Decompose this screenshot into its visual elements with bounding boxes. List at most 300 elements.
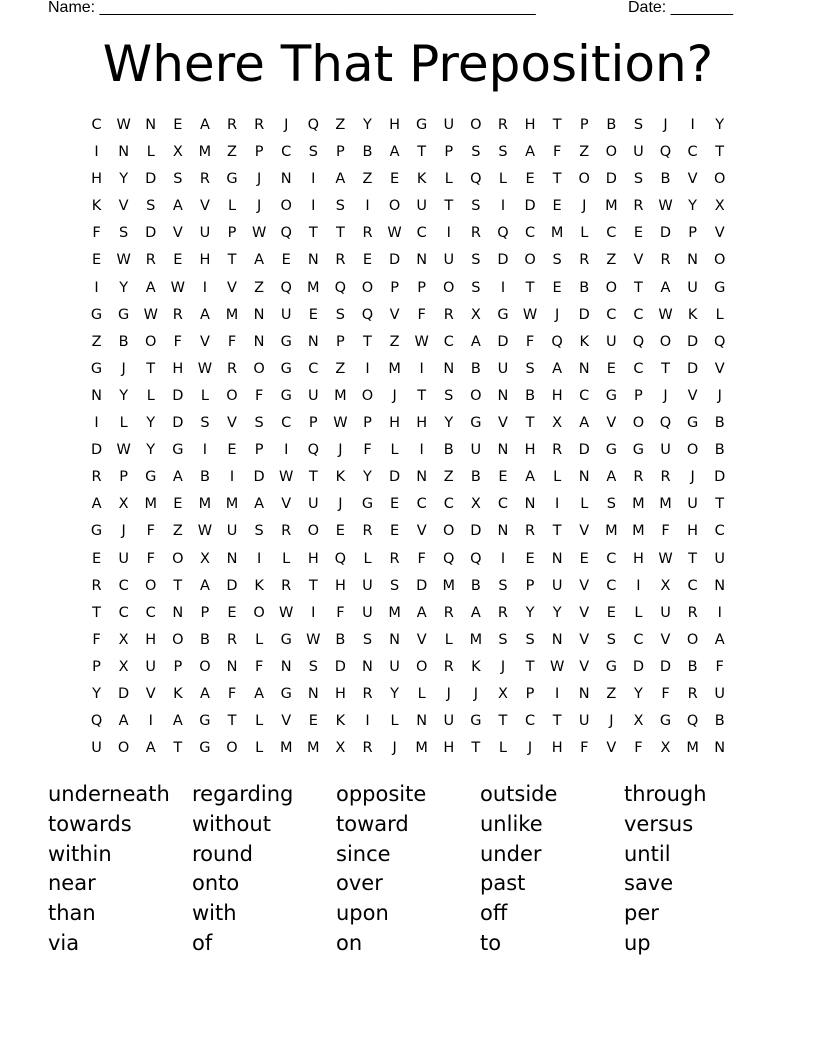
grid-letter: S xyxy=(633,117,644,133)
grid-letter: W xyxy=(116,442,131,459)
grid-row xyxy=(83,654,735,681)
grid-letter: O xyxy=(605,144,618,161)
grid-letter: L xyxy=(498,171,507,188)
grid-letter: D xyxy=(632,658,644,675)
grid-letter: P xyxy=(579,117,589,133)
grid-letter: Q xyxy=(280,279,292,296)
grid-letter: F xyxy=(715,658,724,675)
grid-letter: J xyxy=(609,713,614,730)
grid-letter: M xyxy=(279,740,293,757)
grid-letter: C xyxy=(281,144,292,161)
grid-letter: D xyxy=(497,252,509,269)
word-list-item: via xyxy=(48,930,80,955)
grid-letter: J xyxy=(121,360,126,377)
grid-letter: F xyxy=(254,658,264,675)
grid-row xyxy=(83,627,735,654)
grid-letter: Q xyxy=(334,550,347,567)
grid-letter: M xyxy=(198,496,212,513)
grid-letter: O xyxy=(307,523,319,540)
grid-letter: V xyxy=(416,523,427,540)
grid-letter: L xyxy=(119,415,128,432)
grid-letter: T xyxy=(552,171,562,188)
grid-letter: C xyxy=(633,631,644,648)
grid-letter: I xyxy=(202,279,208,296)
grid-letter: O xyxy=(443,279,455,296)
grid-letter: N xyxy=(416,469,428,486)
grid-letter: G xyxy=(280,631,292,648)
grid-letter: L xyxy=(363,550,372,567)
grid-letter: W xyxy=(251,225,267,242)
grid-letter: G xyxy=(90,360,103,377)
word-list-item: onto xyxy=(192,871,240,896)
grid-letter: C xyxy=(633,306,644,323)
grid-letter: G xyxy=(172,442,184,459)
page-title: Where That Preposition? xyxy=(102,35,714,93)
grid-letter: W xyxy=(658,198,673,215)
grid-letter: F xyxy=(417,550,426,567)
grid-letter: U xyxy=(91,740,102,757)
grid-letter: M xyxy=(659,496,672,513)
grid-letter: Z xyxy=(606,685,617,702)
grid-letter: A xyxy=(416,604,427,621)
grid-letter: B xyxy=(606,117,617,133)
grid-letter: V xyxy=(687,171,698,188)
grid-letter: G xyxy=(280,387,292,404)
grid-row xyxy=(83,247,735,274)
grid-letter: B xyxy=(579,279,590,296)
word-list-item: opposite xyxy=(336,782,427,806)
grid-letter: S xyxy=(552,252,562,269)
grid-letter: V xyxy=(687,387,698,404)
grid-letter: S xyxy=(471,252,481,269)
grid-letter: M xyxy=(442,577,456,594)
grid-letter: Q xyxy=(307,117,319,133)
grid-letter: S xyxy=(173,171,183,188)
grid-letter: D xyxy=(714,469,726,486)
grid-letter: N xyxy=(307,252,319,269)
grid-letter: E xyxy=(173,496,183,513)
grid-letter: W xyxy=(197,523,213,540)
grid-letter: Y xyxy=(688,198,698,215)
grid-letter: D xyxy=(118,685,130,702)
grid-letter: Y xyxy=(525,604,535,621)
grid-letter: V xyxy=(281,496,292,513)
grid-letter: Y xyxy=(633,685,643,702)
grid-letter: I xyxy=(256,550,262,567)
grid-letter: Y xyxy=(363,117,372,133)
grid-letter: B xyxy=(199,631,210,648)
grid-letter: R xyxy=(497,117,508,133)
grid-letter: X xyxy=(470,496,481,513)
grid-letter: C xyxy=(118,577,129,594)
grid-letter: S xyxy=(471,144,481,161)
grid-letter: S xyxy=(498,577,508,594)
grid-letter: P xyxy=(119,469,129,486)
grid-letter: J xyxy=(392,740,397,757)
grid-letter: V xyxy=(389,306,400,323)
grid-letter: R xyxy=(525,523,536,540)
grid-letter: P xyxy=(525,577,535,594)
grid-letter: M xyxy=(388,360,401,377)
grid-letter: O xyxy=(659,333,672,350)
grid-letter: A xyxy=(172,469,183,486)
grid-letter: M xyxy=(550,225,564,242)
grid-letter: A xyxy=(470,333,481,350)
grid-letter: I xyxy=(419,360,424,377)
grid-letter: Y xyxy=(444,415,454,432)
grid-letter: Q xyxy=(713,333,726,350)
grid-letter: W xyxy=(333,415,348,432)
grid-letter: H xyxy=(443,740,455,757)
grid-letter: I xyxy=(311,604,316,621)
grid-letter: P xyxy=(390,279,399,296)
grid-letter: T xyxy=(552,117,562,133)
grid-letter: W xyxy=(549,658,565,675)
grid-letter: M xyxy=(307,279,320,296)
grid-letter: S xyxy=(308,144,318,161)
grid-letter: I xyxy=(365,713,370,730)
grid-letter: U xyxy=(714,685,726,702)
grid-letter: R xyxy=(254,117,265,133)
grid-letter: S xyxy=(200,415,210,432)
grid-letter: V xyxy=(199,198,210,215)
grid-letter: I xyxy=(636,577,641,594)
grid-letter: A xyxy=(525,469,535,486)
grid-letter: U xyxy=(714,550,726,567)
grid-letter: U xyxy=(307,387,319,404)
grid-letter: V xyxy=(416,631,427,648)
grid-letter: N xyxy=(497,523,509,540)
grid-letter: L xyxy=(498,740,507,757)
grid-letter: R xyxy=(687,685,698,702)
grid-letter: L xyxy=(390,442,399,459)
grid-letter: I xyxy=(311,198,316,215)
grid-letter: B xyxy=(714,415,725,432)
grid-letter: C xyxy=(606,225,617,242)
grid-letter: L xyxy=(553,469,562,486)
grid-letter: Z xyxy=(389,333,400,350)
grid-letter: N xyxy=(497,442,509,459)
word-list-item: near xyxy=(48,871,96,896)
word-list-item: than xyxy=(48,901,96,926)
grid-letter: I xyxy=(365,198,370,215)
grid-letter: N xyxy=(714,577,726,594)
grid-letter: N xyxy=(253,306,265,323)
grid-letter: O xyxy=(226,740,238,757)
grid-letter: A xyxy=(579,415,590,432)
grid-letter: N xyxy=(416,713,428,730)
grid-letter: S xyxy=(389,577,400,594)
grid-letter: C xyxy=(443,333,454,350)
grid-letter: U xyxy=(660,442,671,459)
grid-letter: J xyxy=(717,387,722,404)
grid-letter: V xyxy=(579,631,590,648)
grid-letter: L xyxy=(444,631,453,648)
grid-letter: I xyxy=(94,415,99,432)
word-list-item: round xyxy=(192,841,253,866)
grid-letter: C xyxy=(606,550,617,567)
grid-letter: L xyxy=(444,171,453,188)
grid-letter: R xyxy=(362,685,373,702)
grid-letter: E xyxy=(335,523,345,540)
grid-letter: A xyxy=(199,685,210,702)
grid-letter: R xyxy=(172,306,183,323)
grid-letter: E xyxy=(227,442,237,459)
grid-letter: V xyxy=(172,225,183,242)
grid-letter: O xyxy=(713,171,726,188)
grid-letter: S xyxy=(308,658,318,675)
grid-letter: V xyxy=(606,740,617,757)
grid-letter: R xyxy=(362,740,373,757)
grid-letter: S xyxy=(498,144,508,161)
grid-row xyxy=(83,275,735,302)
grid-letter: O xyxy=(253,604,265,621)
grid-letter: M xyxy=(388,604,401,621)
grid-letter: X xyxy=(497,685,508,702)
grid-letter: A xyxy=(389,144,400,161)
grid-letter: R xyxy=(579,252,590,269)
grid-letter: M xyxy=(686,740,699,757)
grid-letter: I xyxy=(284,442,289,459)
grid-letter: H xyxy=(416,415,428,432)
grid-letter: U xyxy=(606,333,617,350)
grid-letter: R xyxy=(91,469,102,486)
grid-letter: R xyxy=(497,604,508,621)
word-list-item: save xyxy=(624,871,674,896)
grid-letter: L xyxy=(146,387,155,404)
grid-letter: Y xyxy=(119,279,129,296)
grid-letter: V xyxy=(633,252,644,269)
word-list-item: of xyxy=(192,930,213,955)
grid-letter: R xyxy=(633,469,644,486)
grid-row xyxy=(83,166,735,193)
grid-letter: C xyxy=(579,387,590,404)
grid-letter: O xyxy=(578,171,590,188)
grid-letter: T xyxy=(363,333,372,350)
grid-letter: U xyxy=(443,713,455,730)
grid-letter: P xyxy=(254,442,264,459)
grid-letter: C xyxy=(91,117,102,133)
grid-letter: M xyxy=(632,523,645,540)
grid-letter: T xyxy=(173,577,183,594)
grid-letter: N xyxy=(253,333,265,350)
grid-letter: G xyxy=(605,442,617,459)
word-list-item: since xyxy=(336,841,391,866)
grid-letter: U xyxy=(145,658,157,675)
grid-letter: J xyxy=(473,685,478,702)
grid-letter: U xyxy=(551,577,563,594)
grid-letter: P xyxy=(92,658,101,675)
grid-letter: T xyxy=(227,252,237,269)
grid-letter: C xyxy=(118,604,129,621)
grid-letter: C xyxy=(497,496,509,513)
date-field-label: Date: _______ xyxy=(628,0,733,16)
grid-letter: T xyxy=(498,713,508,730)
grid-letter: P xyxy=(308,415,318,432)
grid-letter: F xyxy=(227,333,237,350)
grid-letter: K xyxy=(335,469,346,486)
grid-letter: X xyxy=(118,496,129,513)
grid-letter: L xyxy=(580,225,589,242)
grid-letter: N xyxy=(145,117,157,133)
grid-letter: O xyxy=(117,740,130,757)
grid-letter: O xyxy=(470,117,482,133)
grid-letter: Z xyxy=(227,144,237,161)
grid-letter: G xyxy=(605,387,617,404)
grid-letter: U xyxy=(443,252,455,269)
grid-letter: Q xyxy=(334,279,347,296)
grid-letter: P xyxy=(227,225,237,242)
grid-letter: T xyxy=(715,144,725,161)
grid-letter: X xyxy=(118,631,129,648)
grid-letter: Z xyxy=(579,144,590,161)
grid-letter: X xyxy=(660,577,671,594)
grid-letter: T xyxy=(146,360,156,377)
grid-letter: O xyxy=(686,631,699,648)
grid-letter: H xyxy=(199,252,211,269)
grid-letter: T xyxy=(525,415,535,432)
grid-letter: S xyxy=(254,523,264,540)
grid-letter: E xyxy=(173,252,183,269)
grid-letter: R xyxy=(226,631,238,648)
grid-letter: S xyxy=(633,171,644,188)
grid-letter: G xyxy=(605,658,617,675)
grid-letter: S xyxy=(444,387,454,404)
grid-letter: U xyxy=(226,523,238,540)
grid-letter: A xyxy=(660,279,671,296)
grid-letter: S xyxy=(119,225,129,242)
grid-letter: R xyxy=(362,523,373,540)
grid-letter: R xyxy=(91,577,102,594)
word-list-item: over xyxy=(336,871,383,896)
grid-letter: A xyxy=(199,577,210,594)
grid-letter: P xyxy=(336,333,345,350)
grid-letter: G xyxy=(280,333,292,350)
grid-letter: T xyxy=(471,740,481,757)
grid-letter: B xyxy=(470,469,481,486)
grid-letter: S xyxy=(606,631,616,648)
word-list-item: past xyxy=(480,871,526,896)
grid-letter: P xyxy=(525,685,535,702)
grid-letter: W xyxy=(658,306,673,323)
grid-letter: R xyxy=(443,658,454,675)
grid-letter: K xyxy=(416,171,427,188)
grid-letter: Z xyxy=(254,279,265,296)
grid-letter: F xyxy=(146,550,155,567)
grid-letter: L xyxy=(200,387,209,404)
grid-row xyxy=(83,491,735,518)
grid-letter: G xyxy=(470,713,482,730)
grid-row xyxy=(83,735,735,762)
grid-letter: D xyxy=(172,415,184,432)
grid-letter: B xyxy=(714,713,725,730)
grid-row xyxy=(83,220,735,247)
grid-letter: I xyxy=(500,279,506,296)
grid-letter: C xyxy=(633,360,644,377)
grid-letter: T xyxy=(552,523,562,540)
grid-letter: F xyxy=(363,442,372,459)
grid-letter: D xyxy=(687,333,699,350)
grid-letter: I xyxy=(311,171,316,188)
word-list-item: off xyxy=(480,901,508,926)
grid-letter: E xyxy=(552,198,562,215)
grid-letter: G xyxy=(280,685,292,702)
grid-letter: N xyxy=(280,171,292,188)
grid-row xyxy=(83,139,735,166)
grid-letter: Q xyxy=(659,144,672,161)
grid-letter: H xyxy=(632,550,644,567)
grid-letter: B xyxy=(118,333,129,350)
grid-letter: T xyxy=(661,360,670,377)
grid-letter: R xyxy=(687,604,698,621)
grid-letter: Z xyxy=(335,117,346,133)
grid-letter: D xyxy=(659,658,672,675)
grid-letter: J xyxy=(527,740,533,757)
grid-row xyxy=(83,383,735,410)
grid-letter: L xyxy=(255,713,264,730)
grid-letter: T xyxy=(227,713,237,730)
grid-letter: L xyxy=(255,631,264,648)
word-list-item: towards xyxy=(48,811,132,836)
grid-letter: L xyxy=(417,685,426,702)
grid-letter: G xyxy=(90,306,103,323)
grid-letter: R xyxy=(281,577,292,594)
grid-letter: O xyxy=(145,577,157,594)
grid-letter: X xyxy=(335,740,346,757)
grid-letter: A xyxy=(254,496,265,513)
grid-letter: D xyxy=(470,523,482,540)
grid-letter: X xyxy=(552,415,563,432)
grid-letter: U xyxy=(280,306,292,323)
grid-letter: T xyxy=(688,550,698,567)
grid-letter: N xyxy=(307,333,319,350)
grid-letter: D xyxy=(172,387,184,404)
grid-letter: F xyxy=(92,631,101,648)
grid-row xyxy=(83,302,735,329)
grid-letter: N xyxy=(551,631,563,648)
grid-letter: H xyxy=(307,550,319,567)
grid-letter: T xyxy=(633,279,643,296)
grid-letter: F xyxy=(227,685,237,702)
grid-letter: I xyxy=(717,604,722,621)
grid-letter: O xyxy=(172,550,184,567)
grid-letter: Y xyxy=(146,442,156,459)
grid-letter: X xyxy=(470,306,481,323)
grid-letter: V xyxy=(606,415,617,432)
grid-letter: P xyxy=(173,658,183,675)
grid-letter: E xyxy=(552,279,562,296)
grid-letter: G xyxy=(416,117,428,133)
grid-letter: Z xyxy=(91,333,102,350)
grid-letter: O xyxy=(280,198,292,215)
grid-letter: N xyxy=(443,360,455,377)
grid-letter: P xyxy=(363,415,372,432)
grid-letter: G xyxy=(470,415,482,432)
grid-letter: X xyxy=(714,198,725,215)
grid-letter: Z xyxy=(443,469,454,486)
grid-letter: A xyxy=(172,198,183,215)
grid-letter: R xyxy=(281,523,292,540)
grid-letter: K xyxy=(173,685,183,702)
grid-letter: G xyxy=(226,171,238,188)
grid-letter: N xyxy=(226,550,238,567)
grid-letter: L xyxy=(580,496,589,513)
grid-letter: L xyxy=(146,144,155,161)
grid-letter: F xyxy=(661,685,670,702)
word-list-item: up xyxy=(624,930,651,955)
grid-letter: Y xyxy=(390,685,399,702)
grid-letter: V xyxy=(199,333,210,350)
